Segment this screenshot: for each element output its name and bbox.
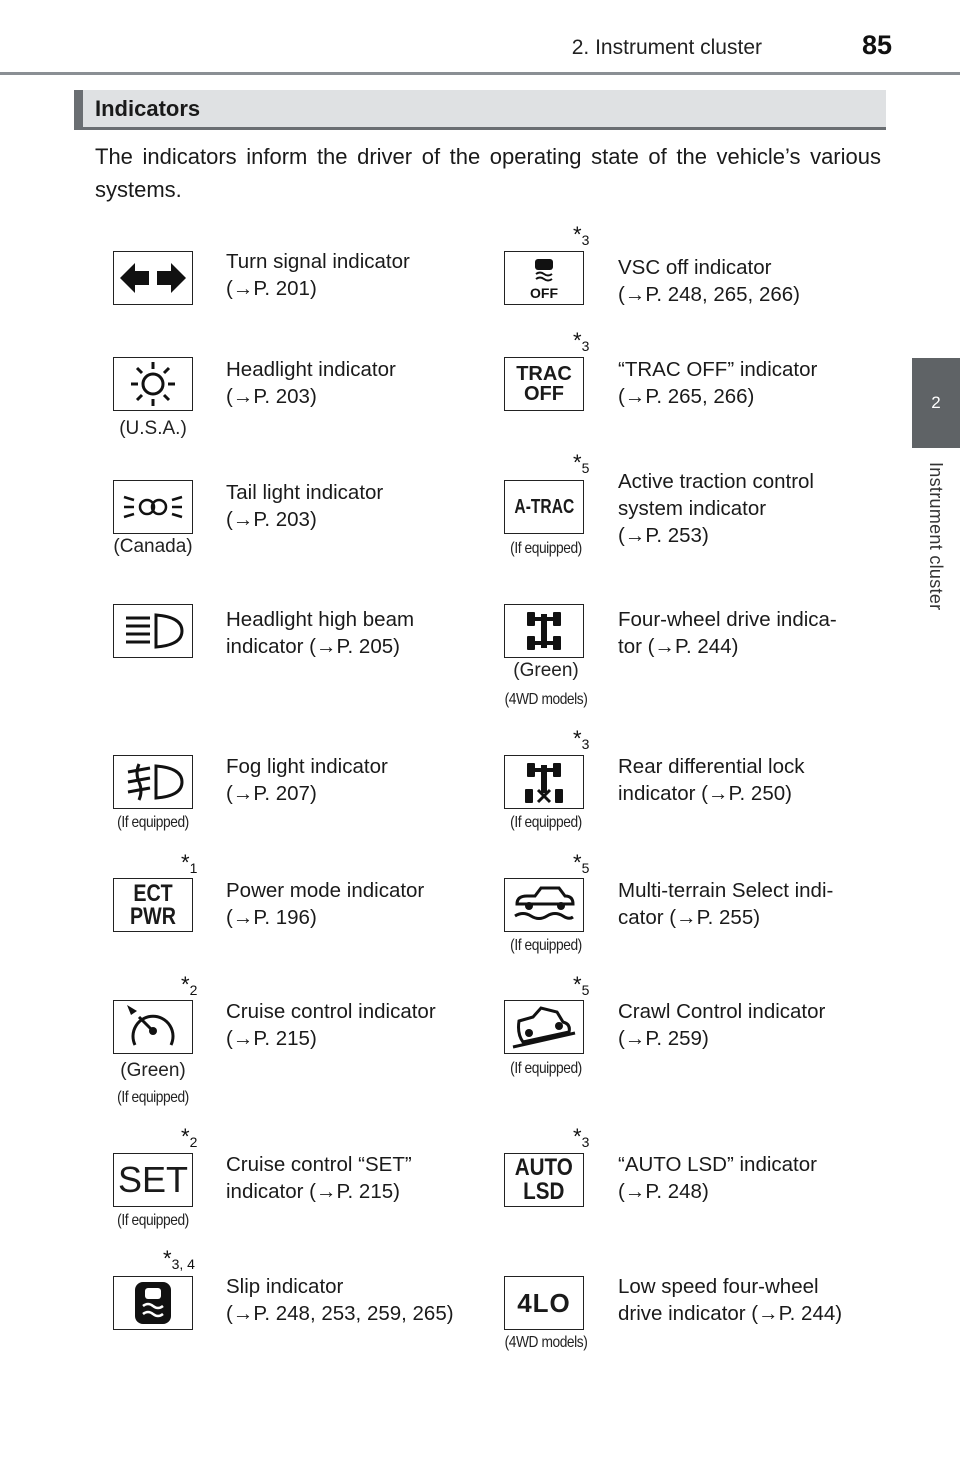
color-caption: (Green) <box>120 1060 186 1081</box>
indicator-description: Rear differential lock indicator (→P. 250) <box>618 755 805 805</box>
tail-light-icon <box>113 480 193 534</box>
chapter-side-label: Instrument cluster <box>926 462 946 611</box>
crawl-control-icon <box>504 1000 584 1054</box>
region-caption: (U.S.A.) <box>119 418 187 439</box>
indicator-description: Fog light indicator (→P. 207) <box>226 755 388 805</box>
indicator-description: Four-wheel drive indica- tor (→P. 244) <box>618 608 837 658</box>
indicator-description: Low speed four-wheel drive indicator (→P. 244) <box>618 1275 843 1325</box>
footnote-mark: $*_3$ <box>573 222 590 248</box>
section-title: Indicators <box>95 96 201 121</box>
cruise-set-icon: SET <box>113 1153 193 1207</box>
indicator-description: “AUTO LSD” indicator (→P. 248) <box>618 1153 817 1203</box>
availability-caption: (If equipped) <box>510 1060 582 1077</box>
indicator-description: Crawl Control indicator (→P. 259) <box>618 1000 826 1050</box>
color-caption: (Green) <box>513 660 579 681</box>
footnote-mark: $*_5$ <box>573 972 590 998</box>
indicator-description: VSC off indicator (→P. 248, 265, 266) <box>618 256 800 306</box>
cruise-control-icon <box>113 1000 193 1054</box>
header-section-title: 2. Instrument cluster <box>571 36 762 59</box>
indicator-description: Tail light indicator (→P. 203) <box>226 481 384 531</box>
availability-caption: (If equipped) <box>510 937 582 954</box>
page-number: 85 <box>862 30 893 60</box>
footnote-mark: $*_1$ <box>181 850 198 876</box>
slip-indicator-icon <box>113 1276 193 1330</box>
region-caption: (Canada) <box>113 536 193 557</box>
headlight-sun-icon <box>113 357 193 411</box>
auto-lsd-icon: AUTO LSD <box>504 1153 584 1207</box>
indicator-description: Power mode indicator (→P. 196) <box>226 879 425 929</box>
footnote-mark: $*_{3, 4}$ <box>163 1246 195 1272</box>
section-heading-band <box>74 90 886 130</box>
header-rule <box>0 72 960 75</box>
footnote-mark: $*_2$ <box>181 1124 198 1150</box>
four-lo-icon: 4LO <box>504 1276 584 1330</box>
indicator-description: Cruise control indicator (→P. 215) <box>226 1000 436 1050</box>
multi-terrain-icon <box>504 878 584 932</box>
footnote-mark: $*_3$ <box>573 328 590 354</box>
indicator-description: Slip indicator (→P. 248, 253, 259, 265) <box>226 1275 454 1325</box>
availability-caption: (If equipped) <box>117 814 189 831</box>
vsc-off-text: OFF <box>530 285 558 301</box>
availability-caption: (4WD models) <box>504 691 588 708</box>
availability-caption: (If equipped) <box>510 814 582 831</box>
chapter-tab-number: 2 <box>931 393 941 412</box>
vsc-off-icon <box>504 251 584 305</box>
trac-off-icon: TRAC OFF <box>504 357 584 411</box>
footnote-mark: $*_5$ <box>573 450 590 476</box>
rear-diff-lock-icon <box>504 755 584 809</box>
indicator-description: “TRAC OFF” indicator (→P. 265, 266) <box>618 358 818 408</box>
indicator-description: Multi-terrain Select indi- cator (→P. 255) <box>618 879 834 929</box>
footnote-mark: $*_3$ <box>573 726 590 752</box>
chapter-tab[interactable] <box>912 358 960 448</box>
intro-paragraph: The indicators inform the driver of the operating state of the vehicle’s various systems. <box>95 144 881 202</box>
availability-caption: (If equipped) <box>117 1212 189 1229</box>
availability-caption: (If equipped) <box>510 540 582 557</box>
indicator-description: Cruise control “SET” indicator (→P. 215) <box>226 1153 412 1203</box>
footnote-mark: $*_2$ <box>181 972 198 998</box>
four-wheel-drive-icon <box>504 604 584 658</box>
footnote-mark: $*_5$ <box>573 850 590 876</box>
indicator-description: Turn signal indicator (→P. 201) <box>226 250 410 300</box>
ect-pwr-icon: ECT PWR <box>113 878 193 932</box>
fog-light-icon <box>113 755 193 809</box>
indicator-description: Headlight high beam indicator (→P. 205) <box>226 608 415 658</box>
indicator-description: Headlight indicator (→P. 203) <box>226 358 396 408</box>
turn-signal-arrows-icon <box>113 251 193 305</box>
a-trac-icon: A-TRAC <box>504 480 584 534</box>
availability-caption: (4WD models) <box>504 1334 588 1351</box>
indicator-description: Active traction control system indicator (→P. 253) <box>618 470 814 547</box>
high-beam-icon <box>113 604 193 658</box>
availability-caption: (If equipped) <box>117 1089 189 1106</box>
footnote-mark: $*_3$ <box>573 1124 590 1150</box>
